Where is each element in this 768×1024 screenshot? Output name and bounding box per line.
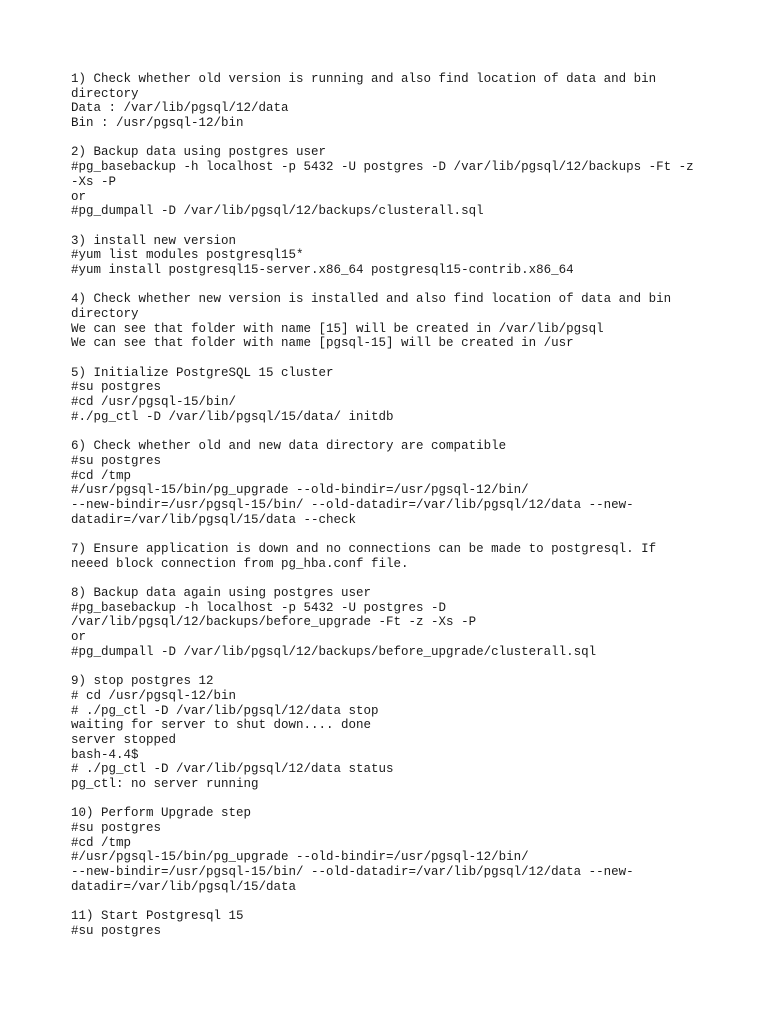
output-line: server stopped — [71, 732, 177, 747]
text-line: directory — [71, 307, 139, 321]
step-6-section — [71, 439, 751, 527]
step-10-heading: 10) Perform Upgrade step — [71, 806, 252, 821]
command-line: #/usr/pgsql-15/bin/pg_upgrade --old-bindir=/usr/pgsql-12/bin/ — [71, 850, 529, 865]
command-line: #pg_dumpall -D /var/lib/pgsql/12/backups/clusterall.sql — [71, 204, 484, 219]
command-line: #pg_basebackup -h localhost -p 5432 -U postgres -D /var/lib/pgsql/12/backups -Ft -z — [71, 160, 694, 175]
command-line: #cd /tmp — [71, 468, 132, 483]
document-page — [71, 72, 751, 939]
text-line: We can see that folder with name [15] will be created in /var/lib/pgsql — [71, 321, 604, 336]
step-9-section — [71, 674, 751, 792]
step-3-section — [71, 234, 751, 278]
text-line: or — [71, 630, 87, 645]
command-line: #/usr/pgsql-15/bin/pg_upgrade --old-bindir=/usr/pgsql-12/bin/ — [71, 483, 529, 498]
step-7-section — [71, 542, 751, 571]
step-5-section — [71, 366, 751, 425]
text-line: directory — [71, 86, 139, 101]
command-line: #cd /tmp — [71, 835, 132, 850]
output-line: bash-4.4$ — [71, 747, 139, 762]
output-line: pg_ctl: no server running — [71, 777, 259, 791]
text-line: neeed block connection from pg_hba.conf file. — [71, 556, 409, 571]
command-line: --new-bindir=/usr/pgsql-15/bin/ --old-datadir=/var/lib/pgsql/12/data --new- — [71, 865, 634, 880]
command-line: # ./pg_ctl -D /var/lib/pgsql/12/data stop — [71, 703, 379, 718]
step-7-heading: 7) Ensure application is down and no connections can be made to postgresql. If — [71, 542, 657, 556]
step-11-section — [71, 909, 751, 938]
text-line: or — [71, 189, 87, 204]
text-line: We can see that folder with name [pgsql-15] will be created in /usr — [71, 336, 574, 351]
step-5-heading: 5) Initialize PostgreSQL 15 cluster — [71, 365, 334, 380]
text-line: Data : /var/lib/pgsql/12/data — [71, 101, 289, 116]
command-line: #pg_dumpall -D /var/lib/pgsql/12/backups/before_upgrade/clusterall.sql — [71, 644, 597, 659]
step-2-section — [71, 145, 751, 218]
command-line: # cd /usr/pgsql-12/bin — [71, 688, 237, 703]
step-4-heading: 4) Check whether new version is installed and also find location of data and bin — [71, 292, 672, 307]
command-line: datadir=/var/lib/pgsql/15/data --check — [71, 512, 357, 527]
step-2-heading: 2) Backup data using postgres user — [71, 145, 327, 160]
command-line: datadir=/var/lib/pgsql/15/data — [71, 879, 297, 894]
command-line: #cd /usr/pgsql-15/bin/ — [71, 395, 237, 410]
step-1-heading: 1) Check whether old version is running and also find location of data and bin — [71, 72, 657, 86]
command-line: /var/lib/pgsql/12/backups/before_upgrade -Ft -z -Xs -P — [71, 615, 477, 630]
output-line: waiting for server to shut down.... done — [71, 718, 372, 733]
command-line: #./pg_ctl -D /var/lib/pgsql/15/data/ initdb — [71, 409, 394, 424]
step-10-section — [71, 806, 751, 894]
step-3-heading: 3) install new version — [71, 233, 237, 248]
command-line: #yum install postgresql15-server.x86_64 postgresql15-contrib.x86_64 — [71, 262, 574, 277]
command-line: -Xs -P — [71, 174, 117, 189]
text-line: Bin : /usr/pgsql-12/bin — [71, 116, 244, 131]
step-8-section — [71, 586, 751, 659]
step-9-heading: 9) stop postgres 12 — [71, 674, 214, 689]
step-1-section — [71, 72, 751, 131]
command-line: #su postgres — [71, 821, 162, 836]
command-line: #yum list modules postgresql15* — [71, 248, 304, 263]
command-line: # ./pg_ctl -D /var/lib/pgsql/12/data status — [71, 762, 394, 777]
command-line: #pg_basebackup -h localhost -p 5432 -U postgres -D — [71, 600, 447, 615]
command-line: #su postgres — [71, 923, 162, 938]
step-6-heading: 6) Check whether old and new data directory are compatible — [71, 439, 507, 454]
step-11-heading: 11) Start Postgresql 15 — [71, 909, 244, 924]
step-4-section — [71, 292, 751, 351]
command-line: #su postgres — [71, 453, 162, 468]
step-8-heading: 8) Backup data again using postgres user — [71, 586, 372, 601]
command-line: --new-bindir=/usr/pgsql-15/bin/ --old-datadir=/var/lib/pgsql/12/data --new- — [71, 497, 634, 512]
command-line: #su postgres — [71, 380, 162, 395]
